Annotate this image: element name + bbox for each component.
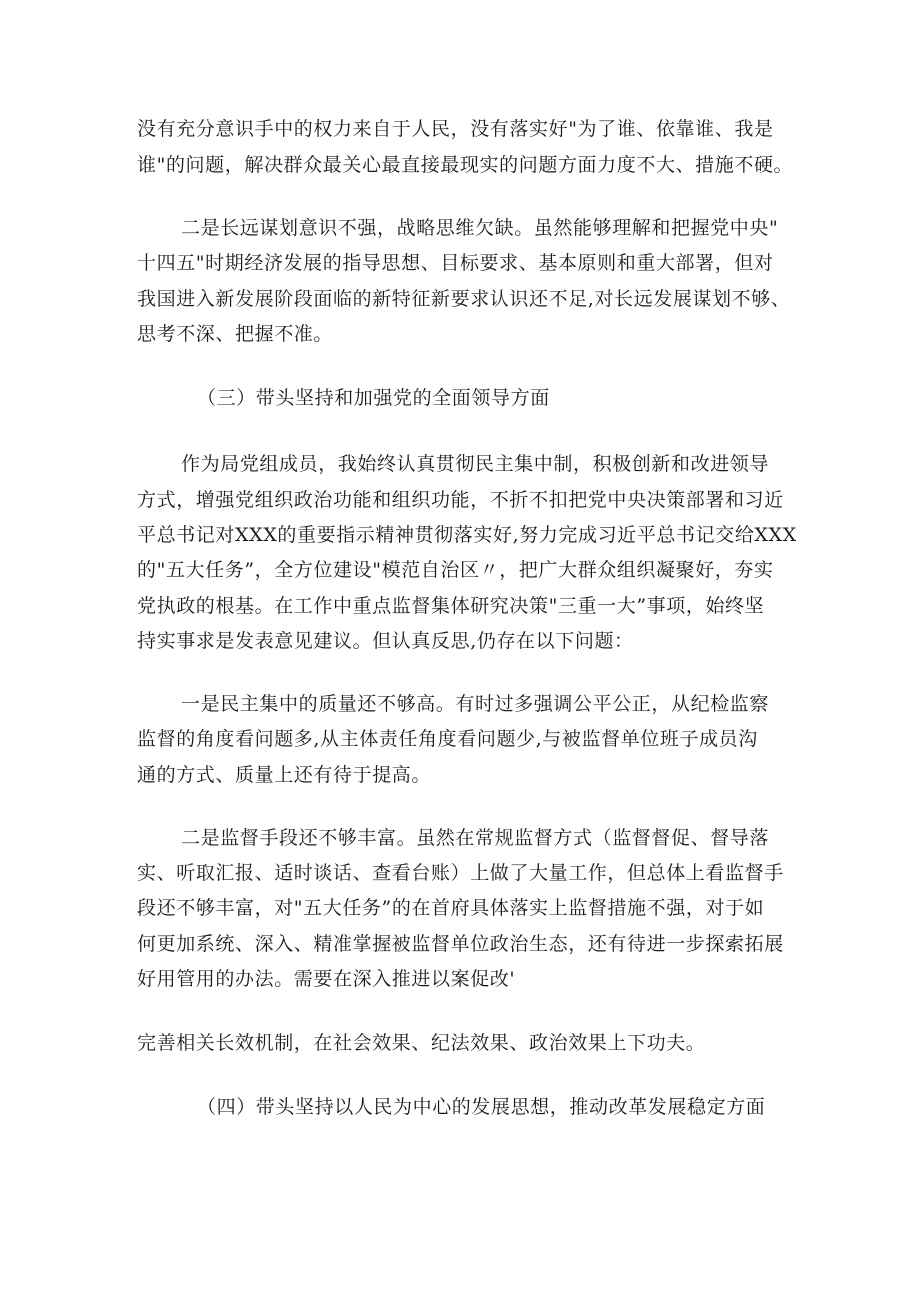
paragraph-4-line-3: 平总书记对XXX的重要指示精神贯彻落实好,努力完成习近平总书记交给XXX (137, 524, 797, 546)
section-heading-3: （三）带头坚持和加强党的全面领导方面 (197, 387, 550, 409)
paragraph-7-line-1: 完善相关长效机制，在社会效果、纪法效果、政治效果上下功夫。 (137, 1032, 706, 1054)
paragraph-2-line-4: 思考不深、把握不准。 (137, 323, 334, 345)
paragraph-1-line-2: 谁"的问题，解决群众最关心最直接最现实的问题方面力度不大、措施不硬。 (137, 154, 794, 176)
section-heading-4: （四）带头坚持以人民为中心的发展思想，推动改革发展稳定方面 (197, 1096, 766, 1118)
paragraph-2-line-1: 二是长远谋划意识不强，战略思维欠缺。虽然能够理解和把握党中央" (181, 217, 779, 239)
paragraph-6-line-5: 好用管用的办法。需要在深入推进以案促改' (137, 968, 516, 990)
paragraph-5-line-3: 通的方式、质量上还有待于提高。 (137, 764, 432, 786)
paragraph-2-line-2: 十四五"时期经济发展的指导思想、目标要求、基本原则和重大部署，但对 (137, 252, 774, 274)
paragraph-6-line-4: 何更加系统、深入、精准掌握被监督单位政治生态，还有待进一步探索拓展 (137, 933, 784, 955)
paragraph-6-line-1: 二是监督手段还不够丰富。虽然在常规监督方式（监督督促、督导落 (181, 827, 770, 849)
paragraph-6-line-3: 段还不够丰富，对"五大任务”的在首府具体落实上监督措施不强，对于如 (137, 897, 765, 919)
paragraph-6-line-2: 实、听取汇报、适时谈话、查看台账）上做了大量工作，但总体上看监督手 (137, 862, 784, 884)
paragraph-1-line-1: 没有充分意识手中的权力来自于人民，没有落实好"为了谁、依靠谁、我是 (137, 118, 774, 140)
paragraph-4-line-6: 持实事求是发表意见建议。但认真反思,仍存在以下问题： (137, 630, 634, 652)
paragraph-4-line-5: 党执政的根基。在工作中重点监督集体研究决策"三重一大”事项，始终坚 (137, 595, 765, 617)
paragraph-4-line-4: 的"五大任务”，全方位建设"模范自治区〃，把广大群众组织凝聚好，夯实 (137, 559, 774, 581)
paragraph-2-line-3: 我国进入新发展阶段面临的新特征新要求认识还不足,对长远发展谋划不够、 (137, 288, 791, 310)
paragraph-5-line-2: 监督的角度看问题多,从主体责任角度看问题少,与被监督单位班子成员沟 (137, 728, 758, 750)
paragraph-5-line-1: 一是民主集中的质量还不够高。有时过多强调公平公正，从纪检监察 (181, 693, 770, 715)
paragraph-4-line-1: 作为局党组成员，我始终认真贯彻民主集中制，积极创新和改进领导 (181, 453, 770, 475)
paragraph-4-line-2: 方式，增强党组织政治功能和组织功能，不折不扣把党中央决策部署和习近 (137, 489, 784, 511)
